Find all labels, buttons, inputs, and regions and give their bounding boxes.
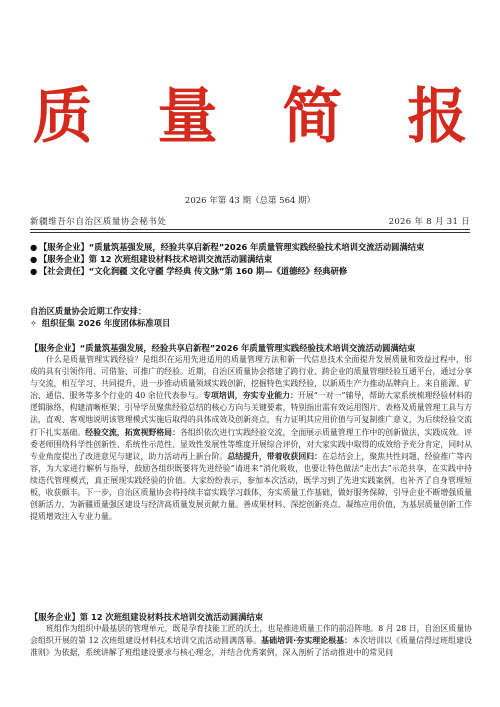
issue-date: 2026 年 8 月 31 日 [388, 217, 470, 227]
article-paragraph: 开展“一对一”辅导，帮助大家系统梳理经验材料的逻辑脉络，构建清晰框架；引导学员聚焦经验总结的核心方向与关键要素，特别指出需有效运用图片、表格及质量管理工具与方法，直观、客观地说明该管理模式实施后取得的具体成效及创新亮点，有力证明其应用价值与可复制推广意义，为后续经验交流打下扎实基础。 [30, 391, 472, 437]
keyword-exchange: 经验交流，拓宽视野格局： [85, 427, 180, 437]
bullet-dot-icon: ● [30, 254, 38, 264]
keyword-summary: 总结提升，带着收获回归： [227, 451, 323, 461]
article-paragraph: 本次培训以《质量信得过班组建设准则》为依据，系统讲解了班组建设要求与核心理念，并结合优秀案例，深入剖析了活动推进中的常见问 [30, 636, 472, 658]
article-body [30, 623, 472, 659]
article-team-building [30, 611, 472, 659]
work-schedule-item-text: 组织征集 2026 年度团体标准项目 [41, 318, 171, 328]
work-schedule-item [30, 317, 472, 329]
diamond-star-icon: ✧ [30, 318, 37, 328]
toc-item[interactable] [30, 253, 472, 265]
table-of-contents [30, 241, 472, 277]
article-paragraph: 班组作为组织中最基层的管理单元，既是孕育技能工匠的沃土，也是推进质量工作的前沿阵地。8 月 28 日，自治区质量协会组织开展的第 12 次班组建设材料技术培训交流活动圆满落幕。 [30, 624, 472, 646]
divider-thick [30, 232, 470, 233]
article-paragraph: 什么是质量管理实践经验？是组织在运用先进适用的质量管理方法和新一代信息技术全面提升发展质量和效益过程中，形成的具有引领作用、可借鉴、可推广的经验。近期，自治区质量协会搭建了跨行业、跨企业的质量管理经验互通平台，通过分享与交流，相互学习、共同提升，进一步推动质量领域实践创新，挖掘特色实践经验，以新质生产力推动品牌向上。来自能源、矿冶、通信、服务等多个行业的 40 余位代表参与。 [30, 355, 472, 401]
masthead-title: 质 量 简 报 [32, 82, 490, 152]
toc-item-text: 【社会责任】“文化润疆 文化守疆 学经典 传文脉”第 160 期—《道德经》经典研修 [39, 266, 348, 276]
bullet-dot-icon: ● [30, 266, 38, 276]
toc-item-text: 【服务企业】第 12 次班组建设材料技术培训交流活动圆满结束 [39, 254, 273, 264]
article-paragraph: 各组织依次进行实践经验交流，全面展示质量管理工作中的创新做法、实践成效。评委老师围绕科学性创新性、系统性示范性、显效性发展性等维度开展综合评价，对大家实践中取得的成效给予充分肯定，同时从专业角度提出了改进意见与建议，助力活动再上新台阶。 [30, 427, 472, 461]
issue-number: 2026 年第 43 期（总第 564 期） [184, 196, 316, 206]
article-quality-practice [30, 342, 472, 523]
bullet-dot-icon: ● [30, 242, 38, 252]
sender-org: 新疆维吾尔自治区质量协会秘书处 [30, 217, 167, 227]
article-body [30, 354, 472, 523]
work-schedule-heading: 自治区质量协会近期工作安排： [30, 306, 147, 316]
keyword-basic-training: 基础培训·夯实理论根基： [261, 636, 353, 646]
article-heading: 【服务企业】“质量筑基强发展，经验共享启新程”2026 年质量管理实践经验技术培训交流活动圆满结束 [30, 343, 416, 353]
work-schedule-section [30, 305, 472, 329]
keyword-training: 专项培训，夯实专业能力： [203, 391, 298, 401]
toc-item-text: 【服务企业】“质量筑基强发展，经验共享启新程”2026 年质量管理实践经验技术培训交流活动圆满结束 [39, 242, 425, 252]
divider-thin [30, 229, 470, 230]
toc-item[interactable] [30, 265, 472, 277]
article-heading: 【服务企业】第 12 次班组建设材料技术培训交流活动圆满结束 [30, 612, 264, 622]
toc-item[interactable] [30, 241, 472, 253]
sender-line [30, 215, 470, 227]
article-paragraph: 在总结会上，聚焦共性问题、经验推广等内容，为大家进行解析与指导，鼓励各组织既要将先进经验“请进来”消化吸收，也要让特色做法“走出去”示范共享，在实践中持续迭代管理模式，真正展现实践经验的价值。大家纷纷表示，参加本次活动，既学习到了先进实践案例，也补齐了自身管理短板，收获颇丰。下一步，自治区质量协会将持续丰富实践学习载体，夯实质量工作基础，做好服务保障，引导企业不断增强质量创新活力，为新疆质量强区建设与经济高质量发展贡献力量。善成果材料、深挖创新亮点、凝练应用价值，为基层质量创新工作提质增效注入专业力量。 [30, 451, 472, 522]
